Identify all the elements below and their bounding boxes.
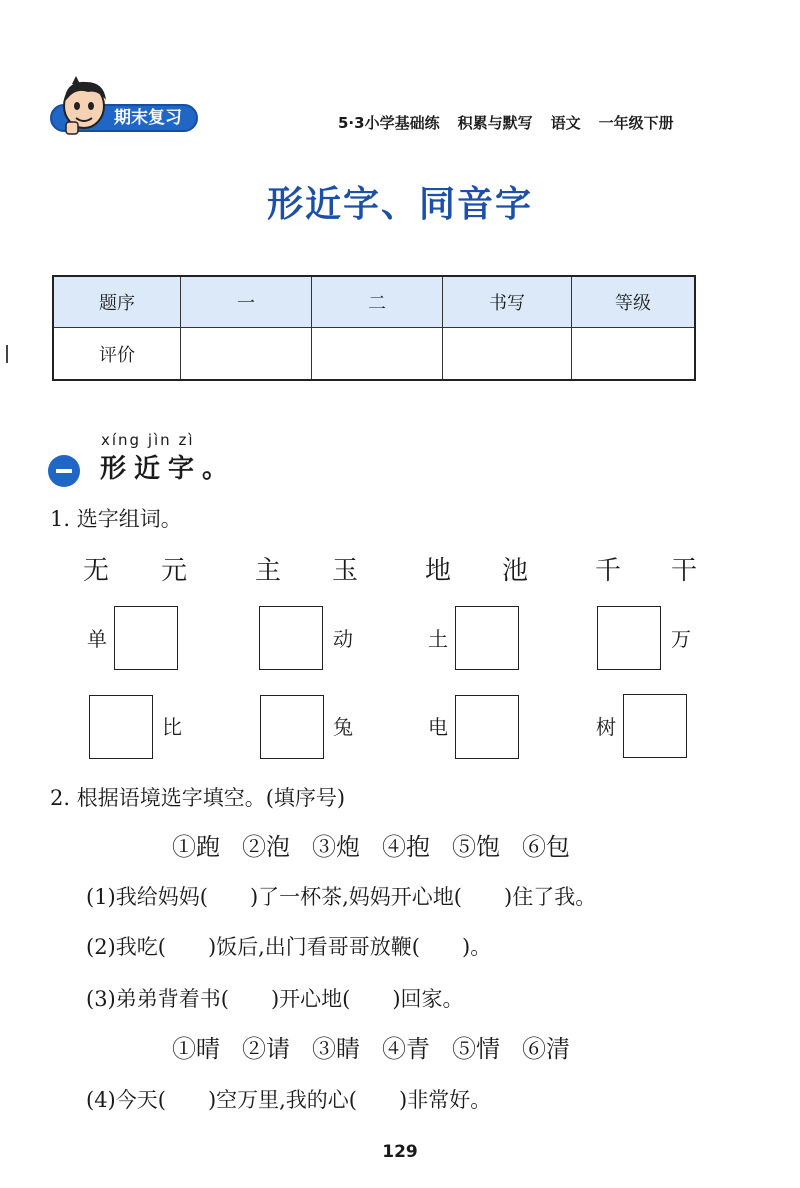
section-number-one-icon xyxy=(48,455,80,487)
section-title: 形近字。 xyxy=(100,454,237,484)
word-char: 单 xyxy=(87,627,107,651)
sentence-3[interactable]: (3)弟弟背着书( )开心地( )回家。 xyxy=(86,987,464,1011)
option-item: ⑤情 xyxy=(452,1035,500,1063)
question-1-label: 1. 选字组词。 xyxy=(50,507,182,531)
page-number: 129 xyxy=(382,1142,418,1162)
page-title: 形近字、同音字 xyxy=(266,184,533,225)
page-edge-mark xyxy=(6,345,8,363)
option-item: ⑤饱 xyxy=(452,833,500,861)
option-item: ③睛 xyxy=(312,1035,360,1063)
word-char: 树 xyxy=(596,715,616,739)
word-char: 兔 xyxy=(333,715,353,739)
header-info xyxy=(338,111,718,135)
word-char: 万 xyxy=(671,627,691,651)
char-option: 玉 xyxy=(331,556,358,586)
grade-name: 一年级下册 xyxy=(598,114,674,132)
answer-box[interactable] xyxy=(114,606,178,670)
option-item: ④青 xyxy=(382,1035,430,1063)
subject-name: 语文 xyxy=(550,114,581,132)
eval-cell[interactable] xyxy=(181,328,312,381)
answer-box[interactable] xyxy=(597,606,661,670)
option-item: ①跑 xyxy=(172,833,220,861)
score-table xyxy=(52,275,696,381)
word-char: 动 xyxy=(333,627,353,651)
option-list-1 xyxy=(172,829,592,865)
option-list-2 xyxy=(172,1031,592,1067)
score-header-cell: 二 xyxy=(312,276,443,328)
word-char: 土 xyxy=(428,627,448,651)
score-table-eval-row xyxy=(53,328,695,381)
option-item: ③炮 xyxy=(312,833,360,861)
score-header-cell: 书写 xyxy=(443,276,572,328)
score-header-cell: 等级 xyxy=(572,276,696,328)
eval-label: 评价 xyxy=(53,328,181,381)
char-option: 无 xyxy=(82,556,109,586)
option-item: ①晴 xyxy=(172,1035,220,1063)
char-option: 地 xyxy=(424,556,451,586)
review-badge-label: 期末复习 xyxy=(114,108,182,128)
eval-cell[interactable] xyxy=(443,328,572,381)
option-item: ⑥清 xyxy=(522,1035,570,1063)
sentence-4[interactable]: (4)今天( )空万里,我的心( )非常好。 xyxy=(86,1088,492,1112)
char-option: 干 xyxy=(670,556,697,586)
eval-cell[interactable] xyxy=(312,328,443,381)
answer-box[interactable] xyxy=(455,606,519,670)
answer-box[interactable] xyxy=(259,606,323,670)
sentence-2[interactable]: (2)我吃( )饭后,出门看哥哥放鞭( )。 xyxy=(86,935,492,959)
char-option: 主 xyxy=(254,556,281,586)
question-2-label: 2. 根据语境选字填空。(填序号) xyxy=(50,786,346,810)
eval-cell[interactable] xyxy=(572,328,696,381)
char-option: 元 xyxy=(160,556,187,586)
word-char: 比 xyxy=(162,715,182,739)
book-name: 积累与默写 xyxy=(457,114,533,132)
answer-box[interactable] xyxy=(260,695,324,759)
option-item: ②泡 xyxy=(242,833,290,861)
sentence-1[interactable]: (1)我给妈妈( )了一杯茶,妈妈开心地( )住了我。 xyxy=(86,885,597,909)
answer-box[interactable] xyxy=(455,695,519,759)
score-table-header-row xyxy=(53,276,695,328)
word-char: 电 xyxy=(428,715,448,739)
series-name: 5·3小学基础练 xyxy=(338,114,440,132)
score-header-cell: 题序 xyxy=(53,276,181,328)
char-option: 池 xyxy=(501,556,528,586)
answer-box[interactable] xyxy=(623,694,687,758)
option-item: ②请 xyxy=(242,1035,290,1063)
option-item: ④抱 xyxy=(382,833,430,861)
section-pinyin: xíng jìn zì xyxy=(101,431,195,449)
char-option: 千 xyxy=(594,556,621,586)
answer-box[interactable] xyxy=(89,695,153,759)
option-item: ⑥包 xyxy=(522,833,570,861)
score-header-cell: 一 xyxy=(181,276,312,328)
